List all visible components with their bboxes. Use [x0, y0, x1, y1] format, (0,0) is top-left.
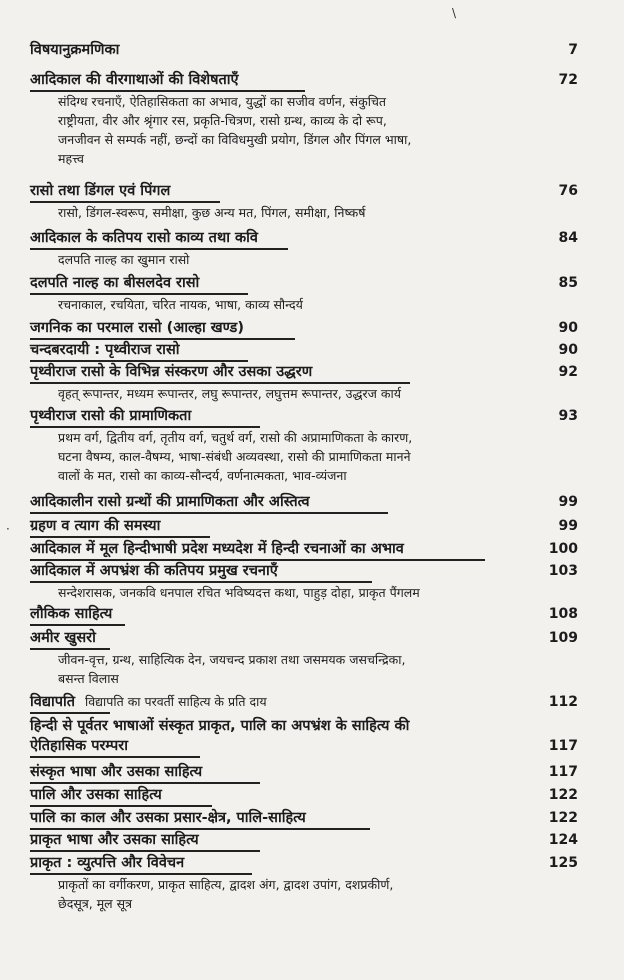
entry-title-continued: ऐतिहासिक परम्परा	[30, 738, 128, 754]
entry-subtopic: बसन्त विलास	[58, 670, 119, 686]
entry-subtopic: घटना वैषम्य, काल-वैषम्य, भाषा-संबंधी अव्यवस्था, रासो की प्रामाणिकता मानने	[58, 448, 411, 464]
toc-entry	[30, 273, 578, 314]
entry-page-number: 100	[548, 541, 578, 557]
entry-title: विषयानुक्रमणिका	[30, 42, 120, 58]
toc-entry	[30, 340, 578, 362]
entry-title: हिन्दी से पूर्वतर भाषाओं संस्कृत प्राकृत, पालि का अपभ्रंश के साहित्य की	[30, 718, 410, 734]
entry-subtopic: प्रथम वर्ग, द्वितीय वर्ग, तृतीय वर्ग, चतुर्थ वर्ग, रासो की अप्रामाणिकता के कारण,	[58, 429, 413, 445]
entry-page-number: 124	[548, 832, 578, 848]
toc-entry	[30, 406, 578, 485]
entry-subtopic: प्राकृतों का वर्गीकरण, प्राकृत साहित्य, द्वादश अंग, द्वादश उपांग, दशप्रकीर्ण,	[58, 876, 394, 892]
entry-page-number: 122	[548, 810, 578, 826]
title-underline	[30, 624, 125, 626]
toc-entry	[30, 808, 578, 830]
title-underline	[30, 512, 388, 514]
toc-entry	[30, 228, 578, 269]
title-underline	[30, 850, 260, 852]
entry-subtopic: जनजीवन से सम्पर्क नहीं, छन्दों का विविधमुखी प्रयोग, डिंगल और पिंगल भाषा,	[58, 131, 412, 147]
entry-subtopic: छेदसूत्र, मूल सूत्र	[58, 895, 132, 911]
toc-entry	[30, 492, 578, 514]
entry-inline-subtopic: विद्यापति का परवर्ती साहित्य के प्रति दाय	[84, 694, 267, 709]
toc-entry	[30, 70, 578, 168]
entry-subtopic: संदिग्ध रचनाएँ, ऐतिहासिकता का अभाव, युद्धों का सजीव वर्णन, संकुचित	[58, 93, 387, 109]
entry-page-number: 85	[558, 275, 578, 291]
entry-page-number: 84	[558, 230, 578, 246]
entry-title: पालि का काल और उसका प्रसार-क्षेत्र, पालि-साहित्य	[30, 810, 306, 826]
toc-entry	[30, 716, 578, 758]
title-underline	[30, 712, 110, 714]
entry-page-number: 109	[548, 630, 578, 646]
entry-title: पालि और उसका साहित्य	[30, 787, 162, 803]
entry-page-number: 90	[558, 320, 578, 336]
toc-entry	[30, 785, 578, 807]
entry-subtopic: महत्त्व	[58, 150, 84, 166]
entry-subtopic: जीवन-वृत्त, ग्रन्थ, साहित्यिक देन, जयचन्द प्रकाश तथा जसमयक जसचन्द्रिका,	[58, 651, 406, 667]
entry-page-number: 112	[548, 694, 578, 710]
entry-title: आदिकालीन रासो ग्रन्थों की प्रामाणिकता और अस्तित्व	[30, 494, 310, 510]
entry-page-number: 117	[548, 738, 578, 754]
entry-subtopic: वालों के मत, रासो का काव्य-सौन्दर्य, वर्णनात्मकता, भाव-व्यंजना	[58, 467, 347, 483]
toc-entry	[30, 318, 578, 340]
entry-subtopic: दलपति नाल्ह का खुमान रासो	[58, 251, 190, 267]
toc-entry	[30, 362, 578, 403]
entry-page-number: 93	[558, 408, 578, 424]
entry-title: पृथ्वीराज रासो के विभिन्न संस्करण और उसका उद्धरण	[30, 364, 313, 380]
entry-title: रासो तथा डिंगल एवं पिंगल	[30, 183, 171, 199]
toc-entry	[30, 762, 578, 784]
entry-page-number: 90	[558, 342, 578, 358]
entry-page-number: 76	[558, 183, 578, 199]
entry-title: अमीर खुसरो	[30, 630, 96, 646]
title-underline	[30, 782, 260, 784]
ink-dot: ·	[6, 522, 10, 536]
toc-entry	[30, 830, 578, 852]
entry-title: जगनिक का परमाल रासो (आल्हा खण्ड)	[30, 320, 244, 336]
entry-title: प्राकृत भाषा और उसका साहित्य	[30, 832, 199, 848]
title-underline	[30, 805, 212, 807]
entry-title	[30, 692, 267, 712]
entry-title: दलपति नाल्ह का बीसलदेव रासो	[30, 275, 200, 291]
entry-title: आदिकाल में अपभ्रंश की कतिपय प्रमुख रचनाएँ	[30, 563, 278, 579]
entry-title: संस्कृत भाषा और उसका साहित्य	[30, 764, 203, 780]
entry-title: प्राकृत : व्युत्पत्ति और विवेचन	[30, 855, 185, 871]
entry-title: पृथ्वीराज रासो की प्रामाणिकता	[30, 408, 192, 424]
toc-entry	[30, 628, 578, 688]
entry-title: ग्रहण व त्याग की समस्या	[30, 518, 161, 534]
entry-page-number: 7	[568, 42, 578, 58]
entry-title: लौकिक साहित्य	[30, 606, 113, 622]
entry-title: आदिकाल की वीरगाथाओं की विशेषताएँ	[30, 72, 239, 88]
entry-page-number: 108	[548, 606, 578, 622]
entry-page-number: 103	[548, 563, 578, 579]
entry-page-number: 72	[558, 72, 578, 88]
entry-title: आदिकाल के कतिपय रासो काव्य तथा कवि	[30, 230, 258, 246]
entry-subtopic: सन्देशरासक, जनकवि धनपाल रचित भविष्यदत्त कथा, पाहुड़ दोहा, प्राकृत पैंगलम	[58, 584, 420, 600]
entry-page-number: 117	[548, 764, 578, 780]
entry-subtopic: राष्ट्रीयता, वीर और श्रृंगार रस, प्रकृति-चित्रण, रासो ग्रन्थ, काव्य के दो रूप,	[58, 112, 387, 128]
toc-entry-index	[30, 40, 578, 60]
entry-title: चन्दबरदायी : पृथ्वीराज रासो	[30, 342, 180, 358]
entry-page-number: 122	[548, 787, 578, 803]
entry-title: आदिकाल में मूल हिन्दीभाषी प्रदेश मध्यदेश में हिन्दी रचनाओं का अभाव	[30, 541, 404, 557]
toc-entry	[30, 181, 578, 222]
entry-page-number: 99	[558, 494, 578, 510]
entry-title-main: विद्यापति	[30, 694, 75, 710]
toc-entry	[30, 853, 578, 913]
entry-subtopic: रचनाकाल, रचयिता, चरित नायक, भाषा, काव्य सौन्दर्य	[58, 296, 303, 312]
toc-entry	[30, 539, 578, 561]
entry-page-number: 125	[548, 855, 578, 871]
toc-entry	[30, 516, 578, 538]
title-underline	[30, 536, 210, 538]
entry-subtopic: वृहत् रूपान्तर, मध्यम रूपान्तर, लघु रूपान्तर, लघुत्तम रूपान्तर, उद्धरज कार्य	[58, 385, 401, 401]
toc-entry	[30, 561, 578, 602]
entry-subtopic: रासो, डिंगल-स्वरूप, समीक्षा, कुछ अन्य मत, पिंगल, समीक्षा, निष्कर्ष	[58, 204, 366, 220]
entry-page-number: 92	[558, 364, 578, 380]
pen-mark: \	[452, 6, 457, 20]
toc-entry	[30, 604, 578, 626]
toc-entry	[30, 692, 578, 714]
entry-page-number: 99	[558, 518, 578, 534]
title-underline	[30, 756, 200, 758]
